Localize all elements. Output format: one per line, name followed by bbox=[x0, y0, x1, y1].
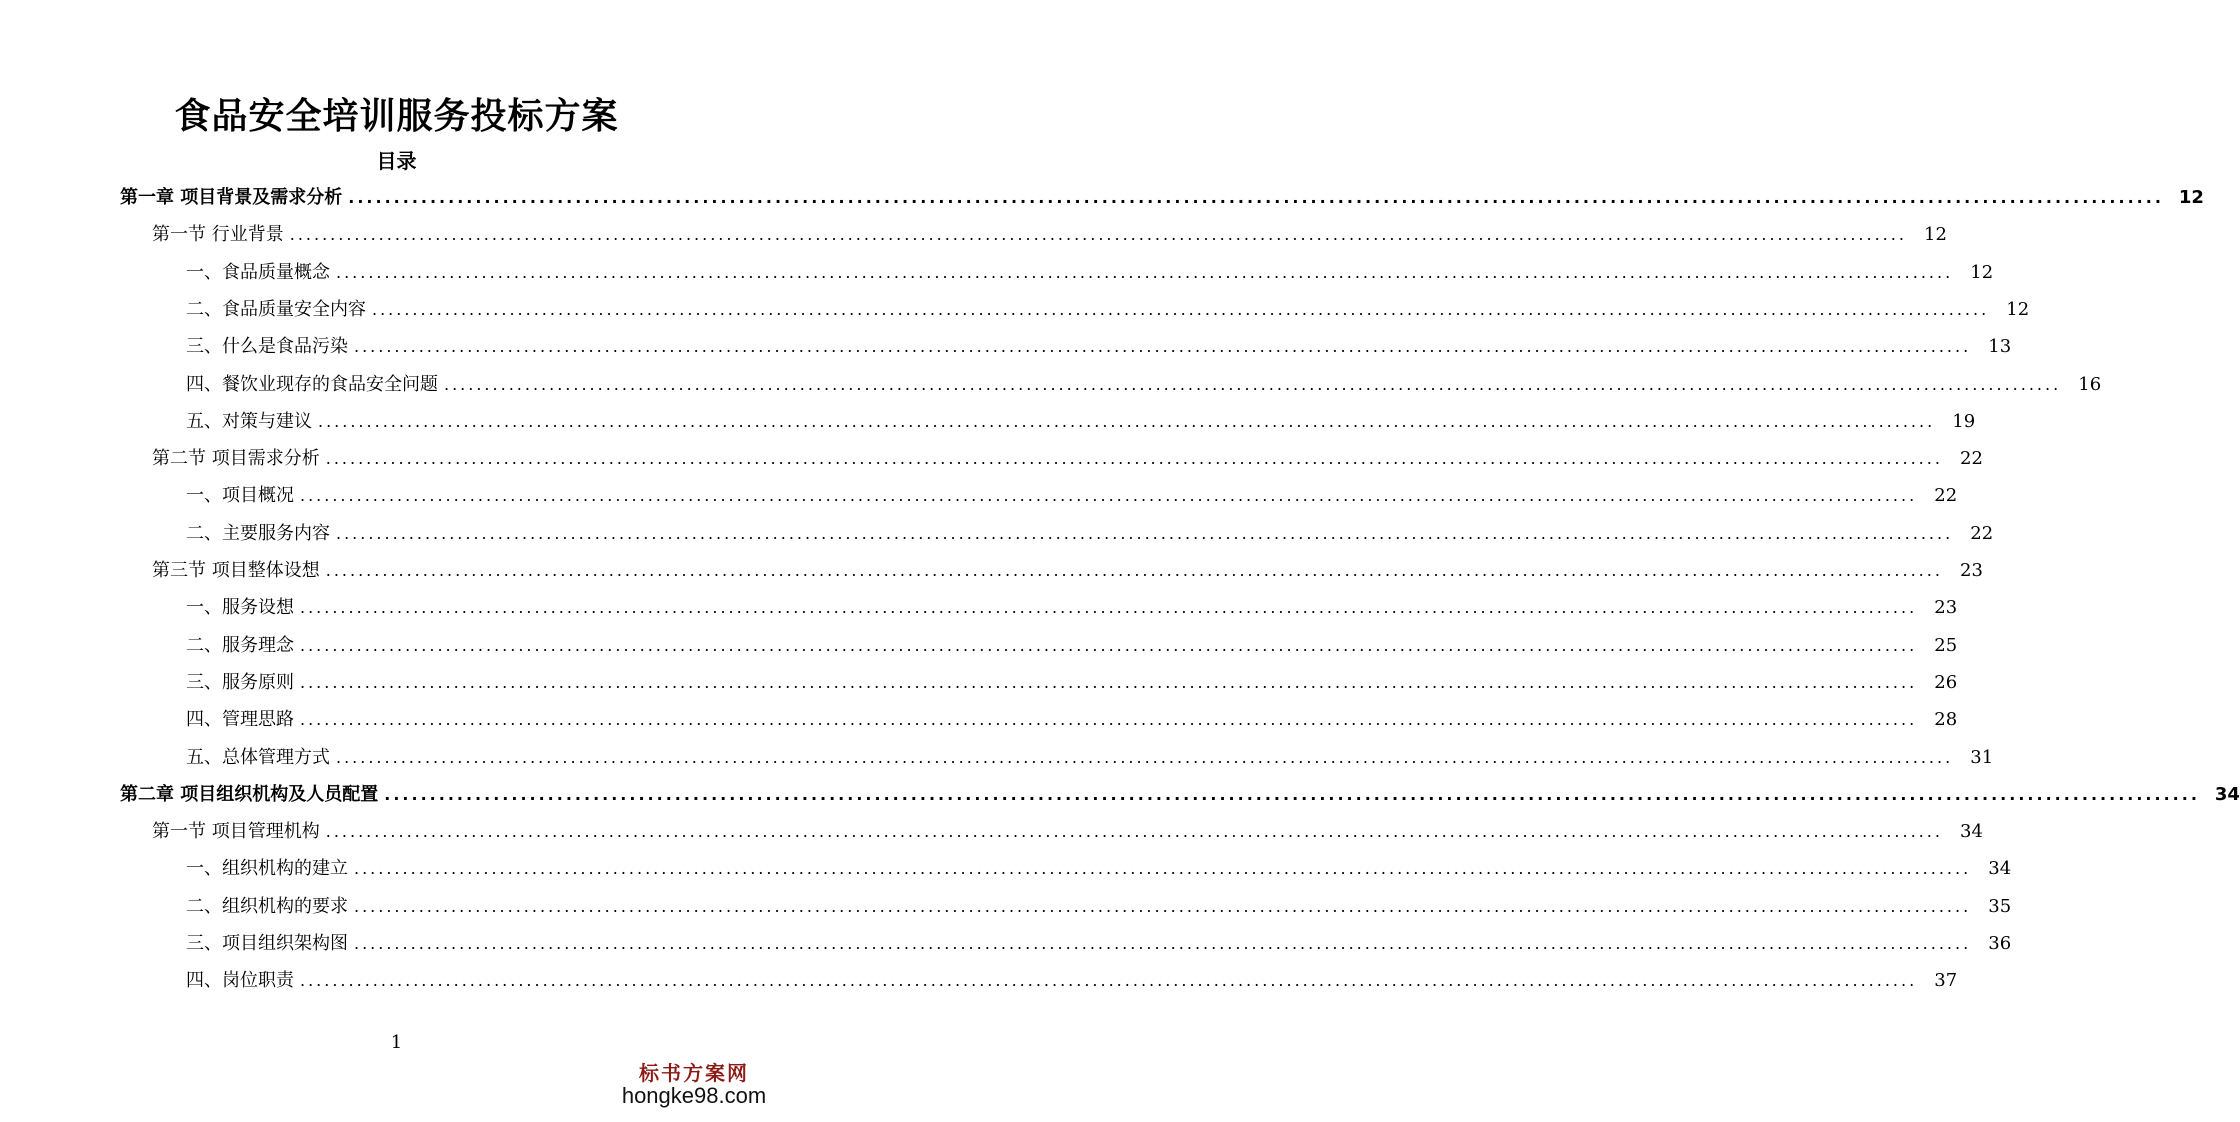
toc-dot-leader: ........................................................................................................................................................................................................ bbox=[289, 225, 1907, 245]
toc-entry-label: 第三节 项目整体设想 bbox=[152, 560, 320, 581]
toc-entry-label: 一、组织机构的建立 bbox=[186, 858, 348, 880]
toc-entry-page: 28 bbox=[1934, 709, 1958, 731]
toc-entry-label: 第一节 行业背景 bbox=[152, 224, 284, 246]
toc-entry-page: 22 bbox=[1970, 522, 1994, 544]
watermark-logo bbox=[609, 1063, 779, 1107]
toc-entry-page: 34 bbox=[1988, 858, 2012, 880]
toc-entry-page: 25 bbox=[1934, 634, 1958, 656]
toc-entry[interactable] bbox=[186, 478, 1958, 514]
toc-entry-page: 35 bbox=[1988, 895, 2012, 917]
toc-entry-page: 23 bbox=[1934, 597, 1958, 619]
toc-entry[interactable] bbox=[186, 702, 1958, 738]
toc-entry-label: 二、主要服务内容 bbox=[186, 522, 330, 544]
toc-entry[interactable] bbox=[186, 367, 2102, 403]
toc-dot-leader: ........................................................................................................................................................................................................ bbox=[300, 598, 1918, 618]
toc-entry[interactable] bbox=[120, 180, 2204, 216]
toc-entry-page: 34 bbox=[2214, 783, 2240, 805]
toc-entry-label: 五、对策与建议 bbox=[186, 410, 312, 432]
toc-entry-label: 二、组织机构的要求 bbox=[186, 895, 348, 917]
toc-dot-leader: ........................................................................................................................................................................................................ bbox=[372, 299, 1990, 319]
toc-entry[interactable] bbox=[186, 329, 2012, 365]
toc-dot-leader: ........................................................................................................................................................................................................ bbox=[300, 710, 1918, 730]
toc-dot-leader: ........................................................................................................................................................................................................ bbox=[325, 822, 1943, 842]
toc-dot-leader: ........................................................................................................................................................................................................ bbox=[354, 337, 1972, 357]
toc-entry[interactable] bbox=[186, 590, 1958, 626]
toc-entry-label: 三、项目组织架构图 bbox=[186, 933, 348, 954]
toc-dot-leader: ........................................................................................................................................................................................................ bbox=[318, 411, 1936, 431]
toc-entry[interactable] bbox=[186, 404, 1976, 440]
toc-entry-page: 23 bbox=[1960, 560, 1983, 581]
toc-entry-label: 四、岗位职责 bbox=[186, 970, 294, 992]
toc-dot-leader: ........................................................................................................................................................................................................ bbox=[336, 262, 1954, 282]
watermark-en: hongke98.com bbox=[621, 1083, 767, 1108]
toc-dot-leader: ........................................................................................................................................................................................................ bbox=[300, 486, 1918, 506]
toc-dot-leader: ........................................................................................................................................................................................................ bbox=[384, 784, 2200, 804]
toc-entry-page: 36 bbox=[1988, 933, 2012, 954]
toc-entry[interactable] bbox=[152, 217, 1947, 253]
toc-entry[interactable] bbox=[120, 777, 2240, 813]
toc-entry-label: 三、什么是食品污染 bbox=[186, 336, 348, 358]
toc-dot-leader: ........................................................................................................................................................................................................ bbox=[348, 188, 2164, 207]
toc-entry[interactable] bbox=[186, 665, 1958, 701]
toc-dot-leader: ........................................................................................................................................................................................................ bbox=[444, 374, 2062, 394]
toc-entry-page: 16 bbox=[2078, 373, 2102, 395]
toc-entry[interactable] bbox=[152, 553, 1983, 589]
toc-heading: 目录 bbox=[376, 149, 417, 173]
toc-entry-label: 一、服务设想 bbox=[186, 597, 294, 619]
toc-dot-leader: ........................................................................................................................................................................................................ bbox=[336, 747, 1954, 767]
toc-entry-page: 22 bbox=[1934, 485, 1958, 507]
toc-entry[interactable] bbox=[186, 292, 2030, 328]
toc-dot-leader: ........................................................................................................................................................................................................ bbox=[354, 896, 1972, 916]
toc-dot-leader: ........................................................................................................................................................................................................ bbox=[325, 561, 1943, 580]
document-title: 食品安全培训服务投标方案 bbox=[174, 96, 619, 137]
toc-entry[interactable] bbox=[186, 516, 1994, 552]
toc-entry-page: 31 bbox=[1970, 746, 1994, 768]
toc-entry-page: 13 bbox=[1988, 336, 2012, 358]
toc-entry-page: 12 bbox=[1924, 224, 1947, 246]
toc-entry[interactable] bbox=[186, 963, 1958, 999]
toc-entry-page: 19 bbox=[1952, 410, 1976, 432]
toc-entry-label: 二、服务理念 bbox=[186, 634, 294, 656]
toc-entry-label: 五、总体管理方式 bbox=[186, 746, 330, 768]
toc-dot-leader: ........................................................................................................................................................................................................ bbox=[300, 672, 1918, 692]
page-number: 1 bbox=[390, 1032, 403, 1053]
toc-entry[interactable] bbox=[186, 628, 1958, 664]
watermark-cn: 标书方案网 bbox=[639, 1061, 749, 1085]
toc-entry-label: 第二章 项目组织机构及人员配置 bbox=[120, 783, 379, 805]
toc-dot-leader: ........................................................................................................................................................................................................ bbox=[336, 523, 1954, 543]
toc-entry-label: 四、餐饮业现存的食品安全问题 bbox=[186, 373, 438, 395]
toc-dot-leader: ........................................................................................................................................................................................................ bbox=[300, 635, 1918, 655]
toc-dot-leader: ........................................................................................................................................................................................................ bbox=[354, 859, 1972, 879]
toc-entry-label: 第一节 项目管理机构 bbox=[152, 821, 320, 843]
toc-dot-leader: ........................................................................................................................................................................................................ bbox=[325, 449, 1943, 469]
toc-entry-page: 12 bbox=[1970, 261, 1994, 283]
toc-entry-label: 二、食品质量安全内容 bbox=[186, 298, 366, 320]
toc-dot-leader: ........................................................................................................................................................................................................ bbox=[300, 971, 1918, 991]
toc-entry-page: 26 bbox=[1934, 671, 1958, 693]
toc-entry[interactable] bbox=[152, 814, 1983, 850]
toc-entry-label: 一、项目概况 bbox=[186, 485, 294, 507]
toc-entry[interactable] bbox=[186, 740, 1994, 776]
toc-entry-label: 三、服务原则 bbox=[186, 671, 294, 693]
toc-entry-page: 34 bbox=[1960, 821, 1983, 843]
toc-entry[interactable] bbox=[152, 441, 1983, 477]
toc-entry-page: 22 bbox=[1960, 448, 1983, 470]
toc-entry-label: 四、管理思路 bbox=[186, 709, 294, 731]
toc-entry[interactable] bbox=[186, 255, 1994, 291]
toc-entry-page: 12 bbox=[2006, 298, 2030, 320]
toc-entry-label: 第二节 项目需求分析 bbox=[152, 448, 320, 470]
toc-entry[interactable] bbox=[186, 851, 2012, 887]
toc-entry-label: 第一章 项目背景及需求分析 bbox=[120, 187, 343, 208]
toc-entry-label: 一、食品质量概念 bbox=[186, 261, 330, 283]
toc-entry-page: 37 bbox=[1934, 970, 1958, 992]
toc-entry[interactable] bbox=[186, 889, 2012, 925]
toc-entry[interactable] bbox=[186, 926, 2012, 962]
toc-entry-page: 12 bbox=[2178, 187, 2204, 208]
toc-dot-leader: ........................................................................................................................................................................................................ bbox=[354, 934, 1972, 953]
